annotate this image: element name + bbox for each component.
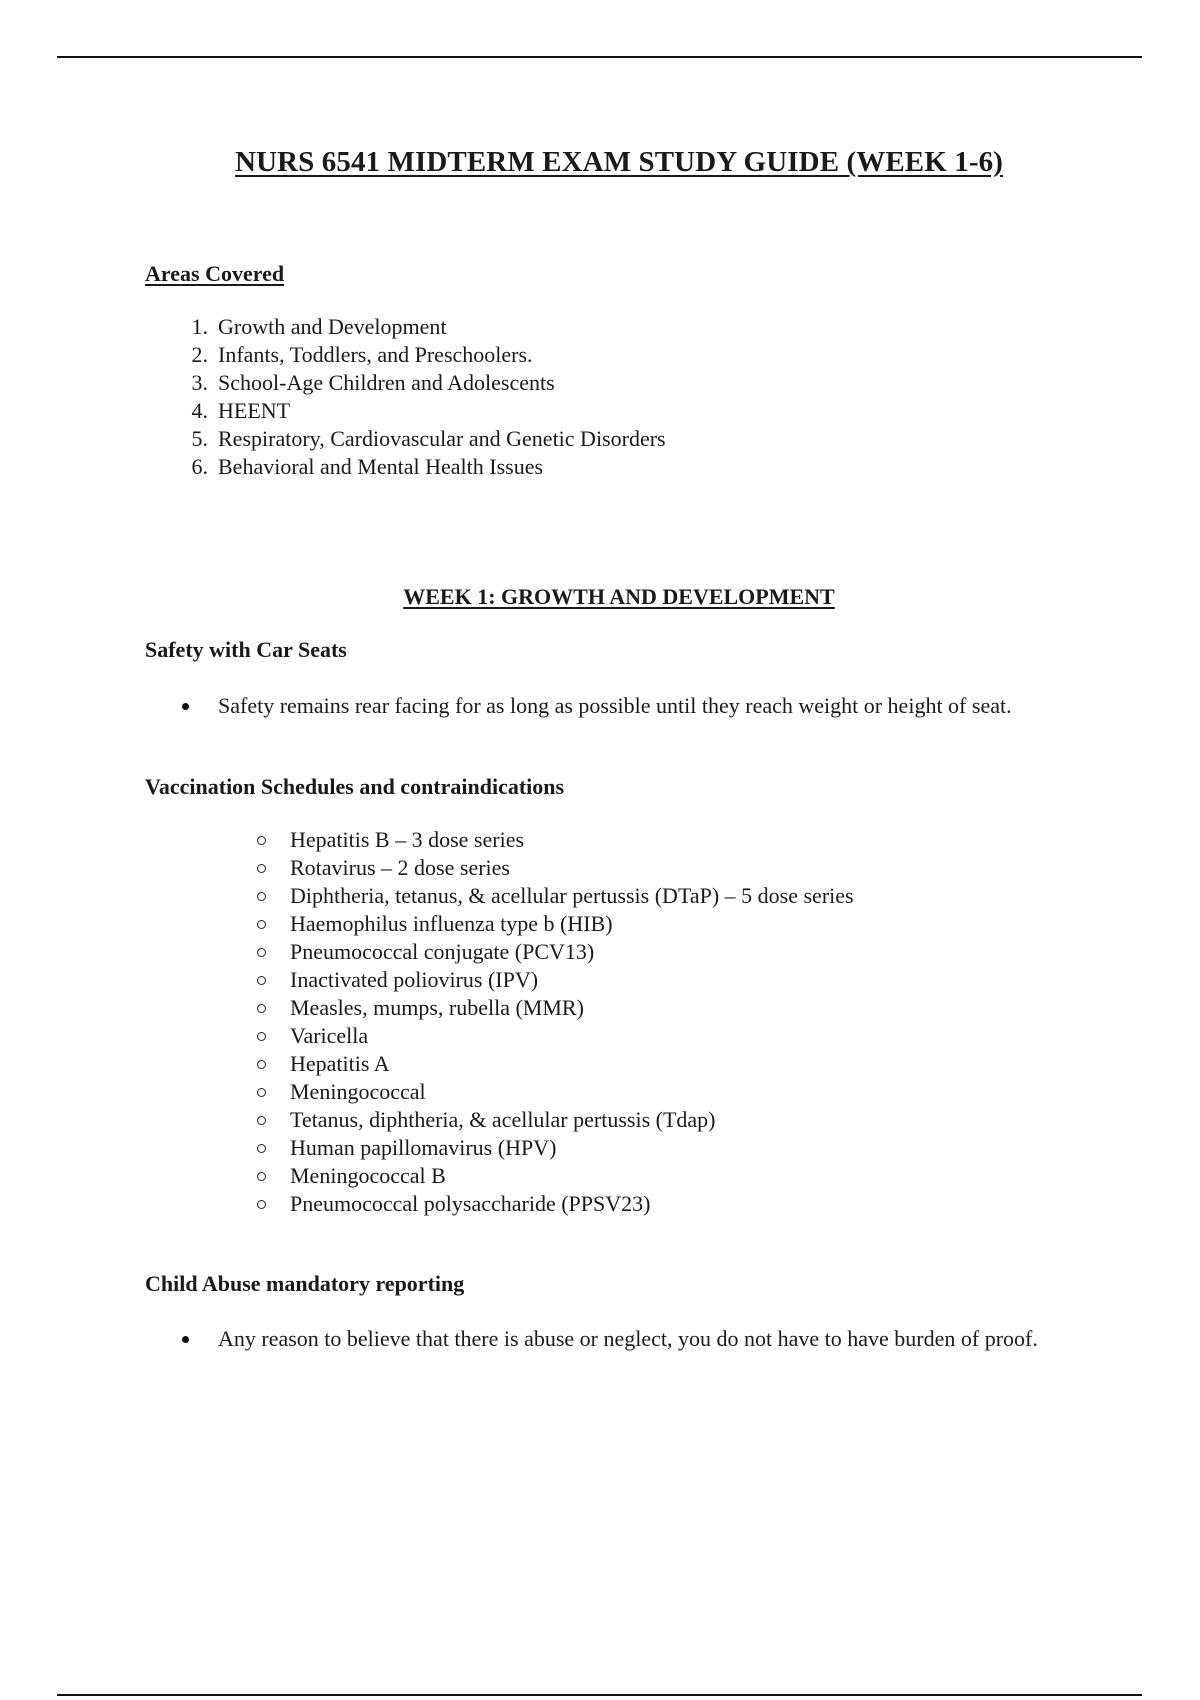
list-item-text: Measles, mumps, rubella (MMR) (290, 995, 584, 1020)
circle-bullet-icon (257, 836, 266, 845)
circle-bullet-icon (257, 1200, 266, 1209)
list-item (290, 1022, 854, 1050)
list-item-text: Growth and Development (218, 314, 447, 339)
list-number: 4. (191, 398, 208, 423)
list-item (290, 1106, 854, 1134)
list-item-text: Safety remains rear facing for as long as possible until they reach weight or height of seat. (218, 693, 1012, 718)
list-item-text: Tetanus, diphtheria, & acellular pertussis (Tdap) (290, 1107, 716, 1132)
bullet-icon (182, 1336, 189, 1343)
list-item-text: Meningococcal (290, 1079, 426, 1104)
areas-covered-list (191, 313, 666, 481)
list-number: 1. (191, 314, 208, 339)
bullet-icon (182, 703, 189, 710)
list-item (218, 692, 1058, 719)
list-item (191, 341, 666, 369)
list-item (191, 397, 666, 425)
child-abuse-heading: Child Abuse mandatory reporting (145, 1271, 465, 1296)
car-seats-list (218, 692, 1058, 719)
list-item (290, 1190, 854, 1218)
top-rule (57, 56, 1142, 58)
list-item-text: Varicella (290, 1023, 369, 1048)
child-abuse-list (218, 1325, 1058, 1352)
list-number: 6. (191, 454, 208, 479)
list-item (290, 938, 854, 966)
list-item-text: Pneumococcal polysaccharide (PPSV23) (290, 1191, 651, 1216)
list-item-text: Inactivated poliovirus (IPV) (290, 967, 539, 992)
list-item-text: Meningococcal B (290, 1163, 446, 1188)
list-item (290, 826, 854, 854)
week1-heading: WEEK 1: GROWTH AND DEVELOPMENT (403, 584, 835, 609)
circle-bullet-icon (257, 976, 266, 985)
list-item (191, 453, 666, 481)
list-item-text: Rotavirus – 2 dose series (290, 855, 510, 880)
vaccinations-list (290, 826, 854, 1218)
list-number: 3. (191, 370, 208, 395)
list-item (191, 425, 666, 453)
list-item (191, 313, 666, 341)
list-item (290, 994, 854, 1022)
circle-bullet-icon (257, 1060, 266, 1069)
list-item-text: Haemophilus influenza type b (HIB) (290, 911, 613, 936)
list-item-text: Any reason to believe that there is abuse or neglect, you do not have to have burden of proof. (218, 1326, 1038, 1351)
list-item (218, 1325, 1058, 1352)
list-item (290, 882, 854, 910)
areas-covered-heading: Areas Covered (145, 261, 285, 286)
bottom-rule (57, 1694, 1142, 1696)
car-seats-heading: Safety with Car Seats (145, 637, 347, 662)
circle-bullet-icon (257, 1032, 266, 1041)
list-item-text: Hepatitis B – 3 dose series (290, 827, 525, 852)
list-item (290, 1050, 854, 1078)
list-item (290, 966, 854, 994)
list-item-text: Behavioral and Mental Health Issues (218, 454, 544, 479)
list-item (290, 910, 854, 938)
circle-bullet-icon (257, 864, 266, 873)
list-item-text: Human papillomavirus (HPV) (290, 1135, 557, 1160)
vaccinations-heading: Vaccination Schedules and contraindications (145, 774, 565, 799)
circle-bullet-icon (257, 948, 266, 957)
list-item-text: Diphtheria, tetanus, & acellular pertussis (DTaP) – 5 dose series (290, 883, 854, 908)
circle-bullet-icon (257, 1144, 266, 1153)
list-item-text: Hepatitis A (290, 1051, 390, 1076)
circle-bullet-icon (257, 1116, 266, 1125)
circle-bullet-icon (257, 1172, 266, 1181)
list-item-text: HEENT (218, 398, 291, 423)
list-item-text: Pneumococcal conjugate (PCV13) (290, 939, 595, 964)
list-item (191, 369, 666, 397)
circle-bullet-icon (257, 1004, 266, 1013)
circle-bullet-icon (257, 892, 266, 901)
list-number: 5. (191, 426, 208, 451)
list-number: 2. (191, 342, 208, 367)
circle-bullet-icon (257, 1088, 266, 1097)
list-item-text: Respiratory, Cardiovascular and Genetic Disorders (218, 426, 666, 451)
list-item (290, 1134, 854, 1162)
circle-bullet-icon (257, 920, 266, 929)
list-item (290, 854, 854, 882)
list-item (290, 1078, 854, 1106)
list-item-text: School-Age Children and Adolescents (218, 370, 555, 395)
list-item (290, 1162, 854, 1190)
list-item-text: Infants, Toddlers, and Preschoolers. (218, 342, 533, 367)
page-title: NURS 6541 MIDTERM EXAM STUDY GUIDE (WEEK 1-6) (235, 146, 1003, 178)
